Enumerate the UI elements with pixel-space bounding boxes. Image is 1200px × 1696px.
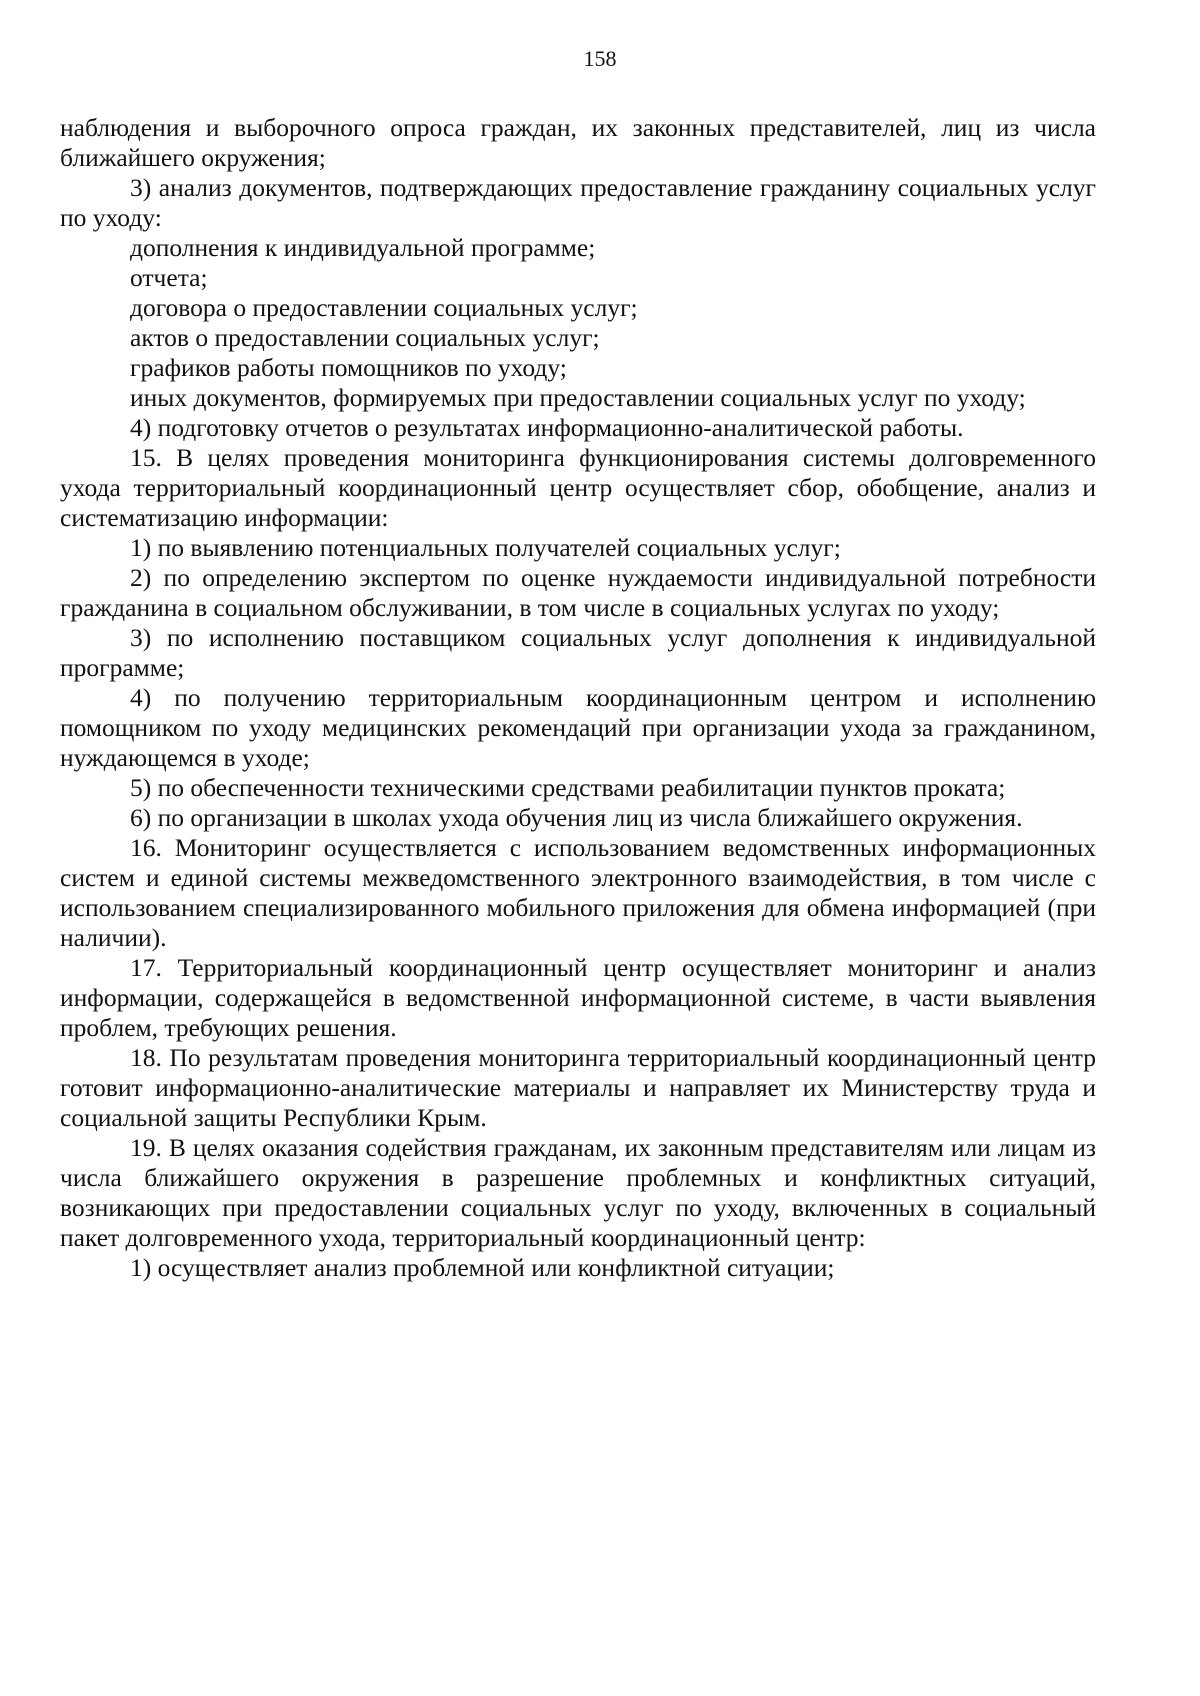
paragraph-19-item-1: 1) осуществляет анализ проблемной или конфликтной ситуации; (130, 1253, 835, 1282)
paragraph-item-4-reports: 4) подготовку отчетов о результатах информационно-аналитической работы. (130, 413, 964, 442)
paragraph-15-item-3: 3) по исполнению поставщиком социальных услуг дополнения к индивидуальной программе; (60, 623, 1096, 682)
paragraph-section-16: 16. Мониторинг осуществляется с использованием ведомственных информационных систем и единой системы межведомственного электронного взаимодействия, в том числе с использованием специализированного мобильного приложения для обмена информацией (при наличии). (60, 833, 1096, 952)
list-item-acts: актов о предоставлении социальных услуг; (130, 323, 600, 352)
paragraph-15-item-1: 1) по выявлению потенциальных получателей социальных услуг; (130, 533, 841, 562)
paragraph-section-15: 15. В целях проведения мониторинга функционирования системы долговременного ухода территориальный координационный центр осуществляет сбор, обобщение, анализ и систематизацию информации: (60, 443, 1096, 532)
paragraph-15-item-2: 2) по определению экспертом по оценке нуждаемости индивидуальной потребности гражданина в социальном обслуживании, в том числе в социальных услугах по уходу; (60, 563, 1096, 622)
page-number: 158 (583, 46, 617, 71)
paragraph-15-item-6: 6) по организации в школах ухода обучения лиц из числа ближайшего окружения. (130, 803, 1023, 832)
paragraph-15-item-4: 4) по получению территориальным координационным центром и исполнению помощником по уходу медицинских рекомендаций при организации ухода за гражданином, нуждающемся в уходе; (60, 683, 1096, 772)
document-body (60, 113, 1096, 1283)
paragraph-15-item-5: 5) по обеспеченности техническими средствами реабилитации пунктов проката; (130, 773, 1006, 802)
list-item-schedules: графиков работы помощников по уходу; (130, 353, 567, 382)
list-item-contract: договора о предоставлении социальных услуг; (130, 293, 638, 322)
paragraph-continuation: наблюдения и выборочного опроса граждан, их законных представителей, лиц из числа ближайшего окружения; (60, 113, 1096, 172)
list-item-other-documents: иных документов, формируемых при предоставлении социальных услуг по уходу; (130, 383, 1026, 412)
list-item-report: отчета; (130, 263, 208, 292)
paragraph-section-17: 17. Территориальный координационный центр осуществляет мониторинг и анализ информации, содержащейся в ведомственной информационной системе, в части выявления проблем, требующих решения. (60, 953, 1096, 1042)
list-item-supplement: дополнения к индивидуальной программе; (130, 233, 596, 262)
paragraph-section-18: 18. По результатам проведения мониторинга территориальный координационный центр готовит информационно-аналитические материалы и направляет их Министерству труда и социальной защиты Республики Крым. (60, 1043, 1096, 1132)
paragraph-section-19: 19. В целях оказания содействия гражданам, их законным представителям или лицам из числа ближайшего окружения в разрешение проблемных и конфликтных ситуаций, возникающих при предоставлении социальных услуг по уходу, включенных в социальный пакет долговременного ухода, территориальный координационный центр: (60, 1133, 1096, 1252)
paragraph-item-3-analysis: 3) анализ документов, подтверждающих предоставление гражданину социальных услуг по уходу: (60, 173, 1096, 232)
